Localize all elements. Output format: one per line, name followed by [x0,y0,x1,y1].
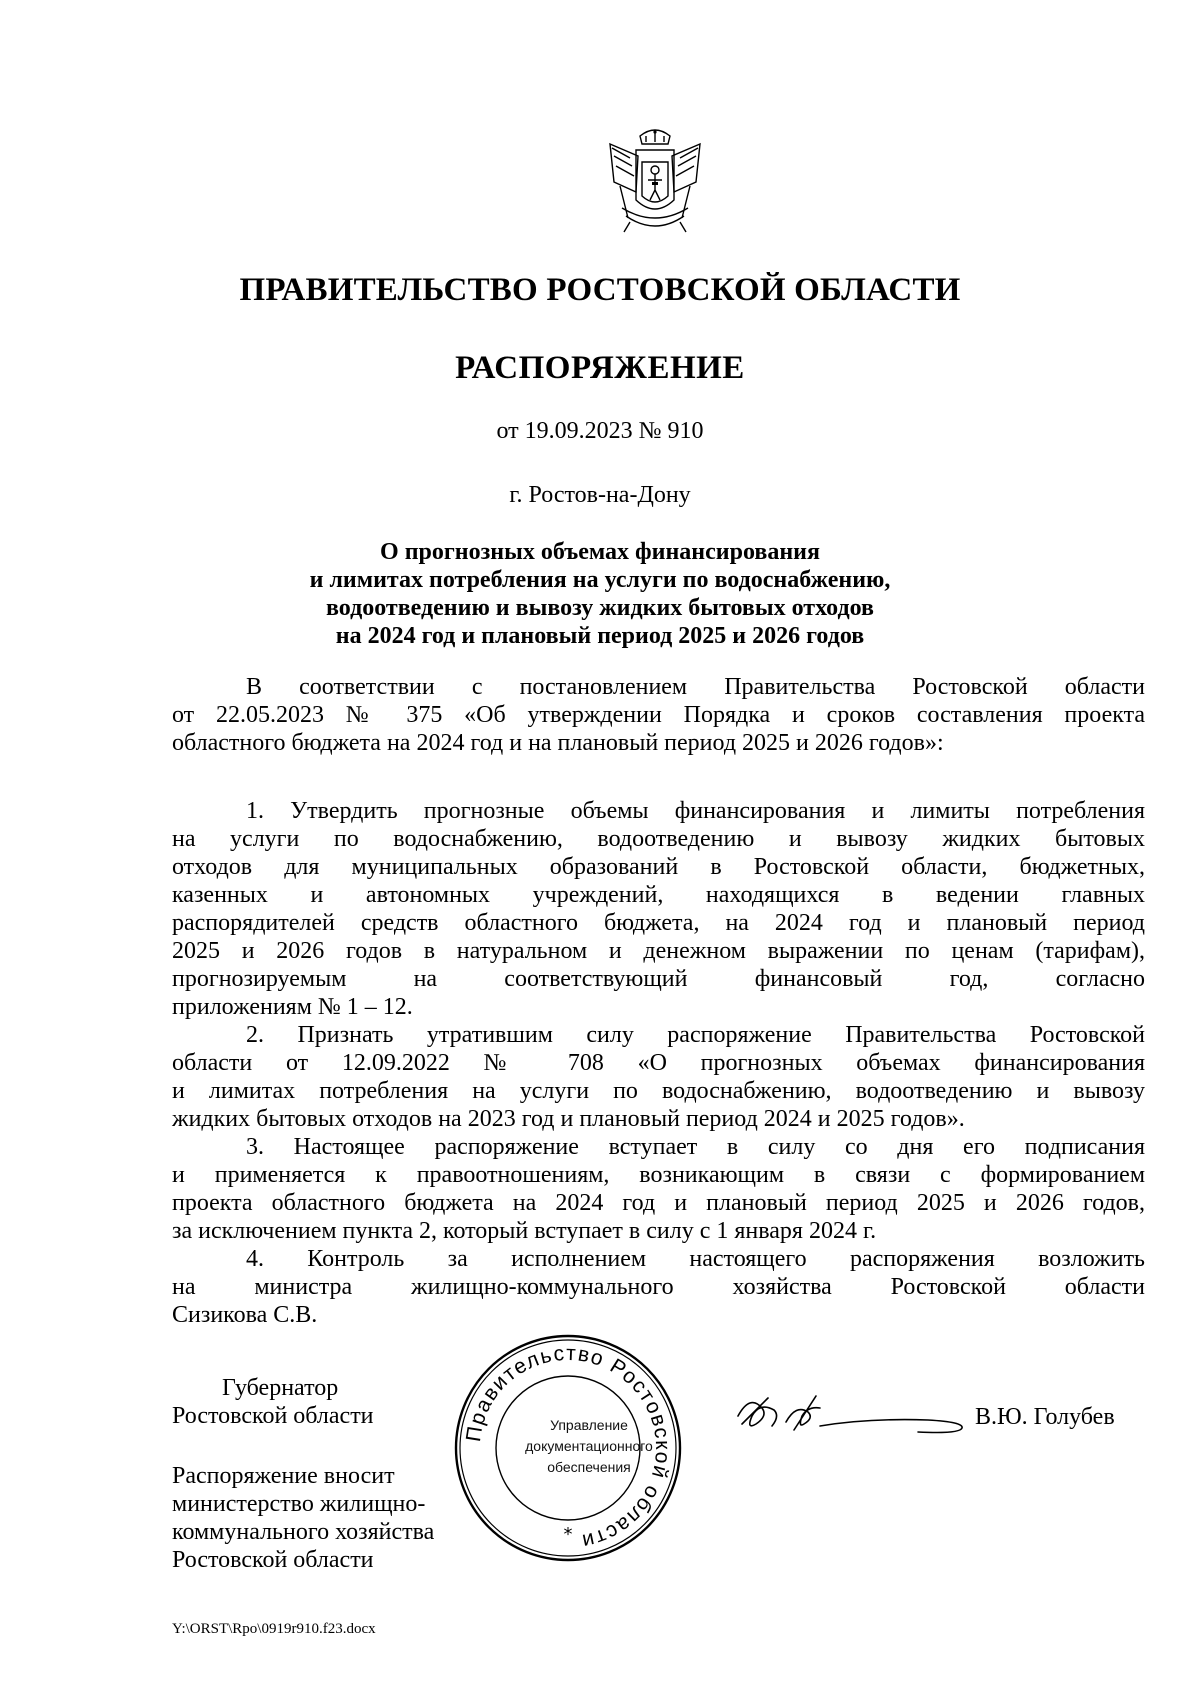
coat-of-arms-emblem [600,122,710,242]
item-line: на министра жилищно-коммунального хозяйства Ростовской области [172,1274,1145,1300]
seal-ring-text: Правительство Ростовской области [462,1341,675,1554]
item-line: приложениям № 1 – 12. [172,994,413,1020]
subject-line: на 2024 год и плановый период 2025 и 2026 годов [335,623,865,649]
item-line: 4. Контроль за исполнением настоящего распоряжения возложить [246,1246,1145,1272]
signature-block [0,1341,1200,1634]
subject-line: и лимитах потребления на услуги по водоснабжению, [309,567,891,593]
signatory-name: В.Ю. Голубев [975,1404,1115,1430]
introduced-by-note [172,1462,434,1574]
item-line: отходов для муниципальных образований в Ростовской области, бюджетных, [172,854,1145,880]
seal-center-line: обеспечения [547,1459,631,1475]
subject-line: водоотведению и вывозу жидких бытовых отходов [326,595,874,621]
subject-line: О прогнозных объемах финансирования [380,539,820,565]
document-date-number: от 19.09.2023 № 910 [496,418,704,444]
item-line: казенных и автономных учреждений, находящихся в ведении главных [172,882,1145,908]
introduced-by-line: Ростовской области [172,1547,374,1573]
item-line: и лимитах потребления на услуги по водоснабжению, водоотведению и вывозу [172,1078,1145,1104]
seal-center-line: документационного [525,1438,653,1454]
introduced-by-line: министерство жилищно- [172,1491,426,1517]
item-line: 1. Утвердить прогнозные объемы финансирования и лимиты потребления [246,798,1145,824]
item-line: распорядителей средств областного бюджета, на 2024 год и плановый период [172,910,1145,936]
item-line: 3. Настоящее распоряжение вступает в силу со дня его подписания [246,1134,1145,1160]
document-type: РАСПОРЯЖЕНИЕ [455,350,745,386]
introduced-by-line: коммунального хозяйства [172,1519,435,1545]
item-line: области от 12.09.2022 № 708 «О прогнозных объемах финансирования [172,1050,1145,1076]
handwritten-signature [728,1386,968,1442]
signatory-region: Ростовской области [172,1403,374,1429]
item-line: за исключением пункта 2, который вступает в силу с 1 января 2024 г. [172,1218,877,1244]
order-items [172,797,1145,1329]
document-subject [0,538,1200,650]
preamble-line: областного бюджета на 2024 год и на плановый период 2025 и 2026 годов»: [172,730,944,756]
signatory-position: Губернатор [222,1375,339,1401]
preamble-paragraph [172,673,1145,757]
item-line: проекта областного бюджета на 2024 год и плановый период 2025 и 2026 годов, [172,1190,1145,1216]
item-line: на услуги по водоснабжению, водоотведению и вывозу жидких бытовых [172,826,1145,852]
item-line: 2025 и 2026 годов в натуральном и денежном выражении по ценам (тарифам), [172,938,1145,964]
seal-center-line: Управление [550,1417,628,1433]
introduced-by-line: Распоряжение вносит [172,1463,395,1489]
svg-text:*: * [563,1524,573,1545]
item-line: жидких бытовых отходов на 2023 год и плановый период 2024 и 2025 годов». [172,1106,965,1132]
file-path-footer: Y:\ORST\Rpo\0919r910.f23.docx [172,1621,376,1637]
item-line: и применяется к правоотношениям, возникающим в связи с формированием [172,1162,1145,1188]
item-line: 2. Признать утратившим силу распоряжение Правительства Ростовской [246,1022,1145,1048]
organization-title: ПРАВИТЕЛЬСТВО РОСТОВСКОЙ ОБЛАСТИ [239,272,961,308]
item-line: Сизикова С.В. [172,1302,318,1328]
item-line: прогнозируемым на соответствующий финансовый год, согласно [172,966,1145,992]
preamble-line: от 22.05.2023 № 375 «Об утверждении Порядка и сроков составления проекта [172,702,1145,728]
document-place: г. Ростов-на-Дону [509,482,691,508]
seal-center-text [524,1415,654,1478]
preamble-line: В соответствии с постановлением Правительства Ростовской области [246,674,1145,700]
